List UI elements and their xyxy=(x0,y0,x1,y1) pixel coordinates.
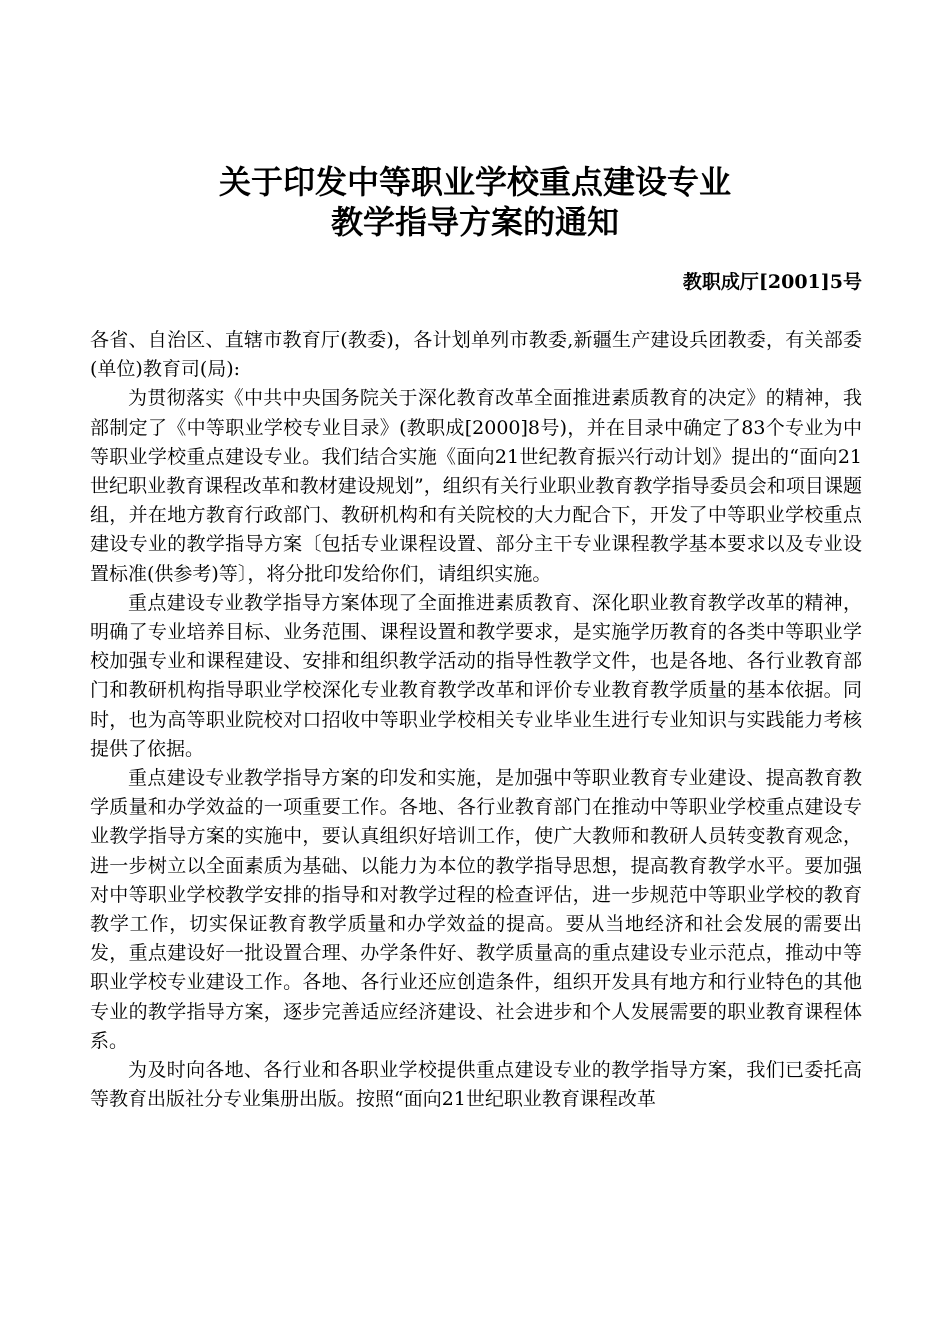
document-title-line-1: 关于印发中等职业学校重点建设专业 xyxy=(218,163,731,201)
document-number: 教职成厅[2001]5号 xyxy=(682,271,862,293)
salutation: 各省、自治区、直辖市教育厅(教委)，各计划单列市教委,新疆生产建设兵团教委，有关部委(单位)教育司(局): xyxy=(90,329,862,381)
body-paragraph-4: 为及时向各地、各行业和各职业学校提供重点建设专业的教学指导方案，我们已委托高等教育出版社分专业集册出版。按照“面向21世纪职业教育课程改革 xyxy=(90,1059,862,1111)
body-paragraph-1: 为贯彻落实《中共中央国务院关于深化教育改革全面推进素质教育的决定》的精神，我部制定了《中等职业学校专业目录》(教职成[2000]8号)，并在目录中确定了83个专业为中等职业学校重点建设专业。我们结合实施《面向21世纪教育振兴行动计划》提出的“面向21世纪职业教育课程改革和教材建设规划”，组织有关行业职业教育教学指导委员会和项目课题组，并在地方教育行政部门、教研机构和有关院校的大力配合下，开发了中等职业学校重点建设专业的教学指导方案〔包括专业课程设置、部分主干专业课程教学基本要求以及专业设置标准(供参考)等〕，将分批印发给你们，请组织实施。 xyxy=(90,387,862,585)
body-paragraph-2: 重点建设专业教学指导方案体现了全面推进素质教育、深化职业教育教学改革的精神，明确了专业培养目标、业务范围、课程设置和教学要求，是实施学历教育的各类中等职业学校加强专业和课程建设、安排和组织教学活动的指导性教学文件，也是各地、各行业教育部门和教研机构指导职业学校深化专业教育教学改革和评价专业教育教学质量的基本依据。同时，也为高等职业院校对口招收中等职业学校相关专业毕业生进行专业知识与实践能力考核提供了依据。 xyxy=(90,591,862,760)
body-paragraph-3: 重点建设专业教学指导方案的印发和实施，是加强中等职业教育专业建设、提高教育教学质量和办学效益的一项重要工作。各地、各行业教育部门在推动中等职业学校重点建设专业教学指导方案的实施中，要认真组织好培训工作，使广大教师和教研人员转变教育观念，进一步树立以全面素质为基础、以能力为本位的教学指导思想，提高教育教学水平。要加强对中等职业学校教学安排的指导和对教学过程的检查评估，进一步规范中等职业学校的教育教学工作，切实保证教育教学质量和办学效益的提高。要从当地经济和社会发展的需要出发，重点建设好一批设置合理、办学条件好、教学质量高的重点建设专业示范点，推动中等职业学校专业建设工作。各地、各行业还应创造条件，组织开发具有地方和行业特色的其他专业的教学指导方案，逐步完善适应经济建设、社会进步和个人发展需要的职业教育课程体系。 xyxy=(90,767,862,1052)
document-title-line-2: 教学指导方案的通知 xyxy=(330,203,619,241)
document-body xyxy=(90,326,862,1114)
